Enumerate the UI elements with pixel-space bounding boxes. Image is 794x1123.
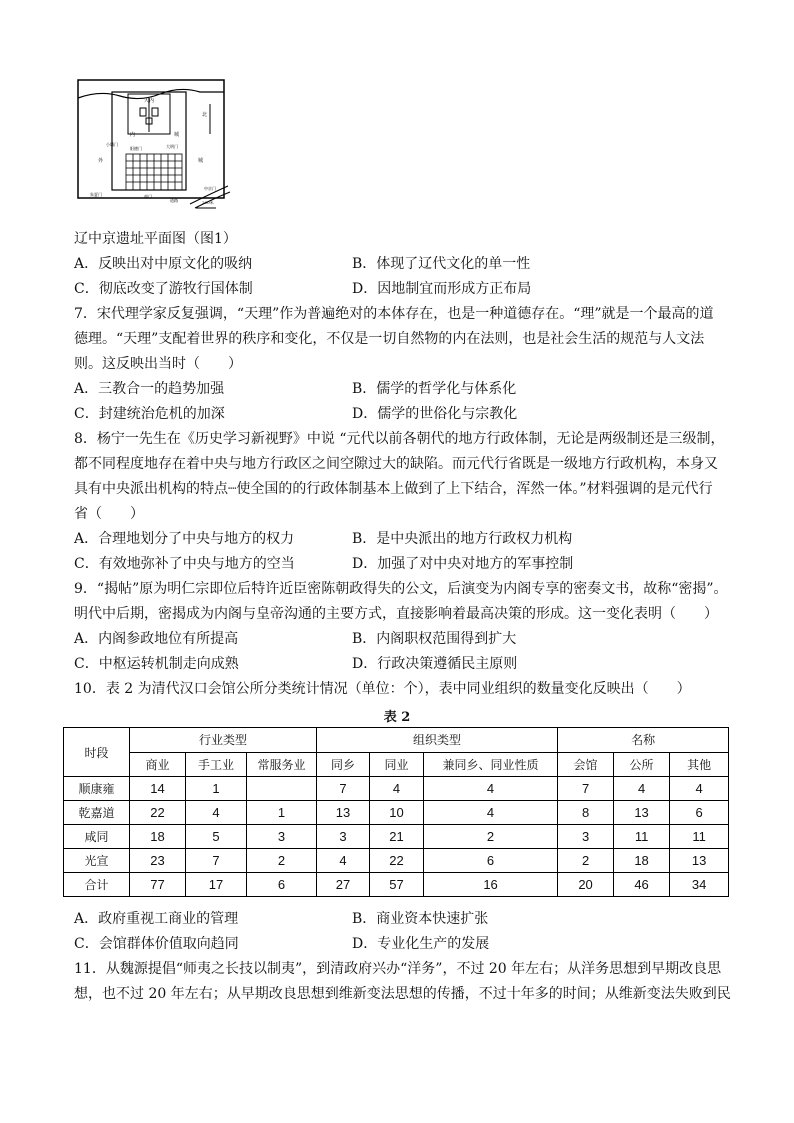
subheader-cell: 同业 — [370, 752, 424, 777]
table-cell: 4 — [317, 849, 370, 873]
table-cell: 77 — [130, 873, 186, 897]
table-cell: 13 — [614, 801, 670, 825]
table-cell: 7 — [186, 849, 247, 873]
q6-option-b: B．体现了辽代文化的单一性 — [352, 256, 531, 272]
table-cell: 46 — [614, 873, 670, 897]
q10-option-b: B．商业资本快速扩张 — [352, 911, 489, 927]
map-label-cheng2: 城 — [198, 158, 204, 164]
q8-stem-line-2: 都不同程度地存在着中央与地方行政区之间空隙过大的缺陷。而元代行省既是一级地方行政机构，本身又 — [74, 456, 718, 472]
table-cell: 23 — [130, 849, 186, 873]
q6-option-d: D．因地制宜而形成方正布局 — [352, 281, 532, 297]
table-cell: 10 — [370, 801, 424, 825]
q7-option-d: D．儒学的世俗化与宗教化 — [352, 406, 518, 422]
table-row — [64, 873, 729, 897]
table-cell: 4 — [370, 777, 424, 801]
table-cell: 11 — [670, 825, 729, 849]
q8-stem-line-1: 8．杨宁一先生在《历史学习新视野》中说 “元代以前各朝代的地方行政体制，无论是两级制还是三级制， — [74, 431, 725, 447]
table-body — [64, 777, 729, 897]
q7-option-c: C．封建统治危机的加深 — [74, 406, 225, 422]
table-cell: 22 — [370, 849, 424, 873]
map-label-gate-1: 小城门 — [106, 142, 118, 147]
liao-zhongjing-site-plan — [70, 74, 232, 210]
q7-option-a: A．三教合一的趋势加强 — [74, 381, 225, 397]
map-scale-label: 200米 — [202, 200, 214, 205]
map-label-danei: 大内 — [144, 98, 155, 104]
table-cell: 57 — [370, 873, 424, 897]
table-subheader-row — [64, 752, 729, 777]
q7-stem-line-2: 德理。“天理”支配着世界的秩序和变化，不仅是一切自然物的内在法则，也是社会生活的规范与人文法 — [74, 331, 705, 347]
table-cell: 18 — [130, 825, 186, 849]
q8-stem-line-3: 具有中央派出机构的特点┈使全国的的行政体制基本上做到了上下结合，浑然一体。”材料强调的是元代行 — [74, 481, 713, 497]
q8-option-c: C．有效地弥补了中央与地方的空当 — [74, 556, 295, 572]
table-cell: 1 — [186, 777, 247, 801]
map-label-gate-6: 中京门 — [204, 186, 216, 191]
subheader-cell: 公所 — [614, 752, 670, 777]
map-label-nei: 内 — [130, 132, 136, 138]
q11-stem-line-1: 11．从魏源提倡“师夷之长技以制夷”，到清政府兴办“洋务”，不过 20 年左右；从洋务思想到早期改良思 — [74, 961, 722, 977]
header-group-industry: 行业类型 — [130, 728, 317, 753]
header-group-name: 名称 — [558, 728, 729, 753]
table-cell: 4 — [670, 777, 729, 801]
q10-option-d: D．专业化生产的发展 — [352, 936, 490, 952]
table-caption: 表 2 — [383, 710, 411, 725]
q6-option-c: C．彻底改变了游牧行国体制 — [74, 281, 253, 297]
table-row — [64, 777, 729, 801]
table-cell: 4 — [614, 777, 670, 801]
table-cell: 20 — [558, 873, 614, 897]
map-label-wai: 外 — [98, 158, 104, 164]
q9-stem-line-1: 9．“揭帖”原为明仁宗即位后特许近臣密陈朝政得失的公文，后演变为内阁专享的密奏文书，故称“密揭”。 — [74, 581, 728, 597]
table-cell: 3 — [247, 825, 317, 849]
table-cell: 18 — [614, 849, 670, 873]
q11-stem-line-2: 想，也不过 20 年左右；从早期改良思想到维新变法思想的传播，不过十年多的时间；从维新变法失败到民 — [74, 986, 731, 1002]
subheader-cell: 同乡 — [317, 752, 370, 777]
table-cell: 4 — [424, 801, 558, 825]
header-period: 时段 — [64, 728, 130, 777]
subheader-cell: 其他 — [670, 752, 729, 777]
subheader-cell: 兼同乡、同业性质 — [424, 752, 558, 777]
row-period: 合计 — [64, 873, 130, 897]
table-cell: 13 — [670, 849, 729, 873]
table-cell: 6 — [670, 801, 729, 825]
q10-option-c: C．会馆群体价值取向趋同 — [74, 936, 239, 952]
q7-stem-line-1: 7．宋代理学家反复强调，“天理”作为普遍绝对的本体存在，也是一种道德存在。“理”就是一个最高的道 — [74, 306, 714, 322]
q10-stem: 10．表 2 为清代汉口会馆公所分类统计情况（单位：个），表中同业组织的数量变化反映出（ ） — [74, 681, 691, 697]
q9-stem-line-2: 明代中后期，密揭成为内阁与皇帝沟通的主要方式，直接影响着最高决策的形成。这一变化表明（ ） — [74, 606, 718, 622]
q8-option-b: B．是中央派出的地方行政权力机构 — [352, 531, 573, 547]
q7-option-b: B．儒学的哲学化与体系化 — [352, 381, 517, 397]
q8-option-d: D．加强了对中央对地方的军事控制 — [352, 556, 574, 572]
table-cell: 5 — [186, 825, 247, 849]
table-cell: 21 — [370, 825, 424, 849]
map-label-cheng: 城 — [174, 132, 180, 138]
subheader-cell: 商业 — [130, 752, 186, 777]
table-cell: 4 — [186, 801, 247, 825]
table-cell: 27 — [317, 873, 370, 897]
table-cell: 17 — [186, 873, 247, 897]
map-label-road: 道路 — [170, 198, 178, 203]
q7-stem-line-3: 则。这反映出当时（ ） — [74, 356, 242, 372]
table-cell: 3 — [317, 825, 370, 849]
table-row — [64, 801, 729, 825]
table-cell: 7 — [317, 777, 370, 801]
row-period: 咸同 — [64, 825, 130, 849]
table-cell: 16 — [424, 873, 558, 897]
q9-option-a: A．内阁参政地位有所提高 — [74, 631, 239, 647]
table-cell: 14 — [130, 777, 186, 801]
q8-option-a: A．合理地划分了中央与地方的权力 — [74, 531, 295, 547]
table-cell: 22 — [130, 801, 186, 825]
row-period: 顺康雍 — [64, 777, 130, 801]
table-cell: 13 — [317, 801, 370, 825]
table-cell: 8 — [558, 801, 614, 825]
table-row — [64, 825, 729, 849]
table-cell: 6 — [424, 849, 558, 873]
map-figure — [70, 74, 232, 210]
figure-caption: 辽中京遗址平面图（图1） — [74, 231, 237, 247]
q6-option-a: A．反映出对中原文化的吸纳 — [74, 256, 253, 272]
table-cell: 2 — [558, 849, 614, 873]
q9-option-c: C．中枢运转机制走向成熟 — [74, 656, 239, 672]
table-cell: 6 — [247, 873, 317, 897]
map-label-gate-3: 大明门 — [166, 144, 178, 149]
q8-stem-line-4: 省（ ） — [74, 506, 144, 522]
table-cell: 2 — [424, 825, 558, 849]
table-cell: 2 — [247, 849, 317, 873]
map-label-north: 北 — [202, 112, 208, 118]
table-row — [64, 849, 729, 873]
subheader-cell: 常服务业 — [247, 752, 317, 777]
map-label-gate-2: 阳德门 — [130, 146, 142, 151]
subheader-cell: 会馆 — [558, 752, 614, 777]
table-cell: 34 — [670, 873, 729, 897]
table-cell: 4 — [424, 777, 558, 801]
q10-option-a: A．政府重视工商业的管理 — [74, 911, 239, 927]
q9-option-b: B．内阁职权范围得到扩大 — [352, 631, 517, 647]
table-cell — [247, 777, 317, 801]
row-period: 光宣 — [64, 849, 130, 873]
row-period: 乾嘉道 — [64, 801, 130, 825]
table-cell: 7 — [558, 777, 614, 801]
q9-option-d: D．行政决策遵循民主原则 — [352, 656, 518, 672]
table-header-row — [64, 728, 729, 753]
table-cell: 11 — [614, 825, 670, 849]
header-group-organization: 组织类型 — [317, 728, 558, 753]
statistics-table — [63, 727, 729, 897]
table-cell: 1 — [247, 801, 317, 825]
map-label-gate-5: 南门 — [144, 194, 152, 199]
map-label-gate-4: 朱夏门 — [90, 192, 102, 197]
subheader-cell: 手工业 — [186, 752, 247, 777]
table-cell: 3 — [558, 825, 614, 849]
